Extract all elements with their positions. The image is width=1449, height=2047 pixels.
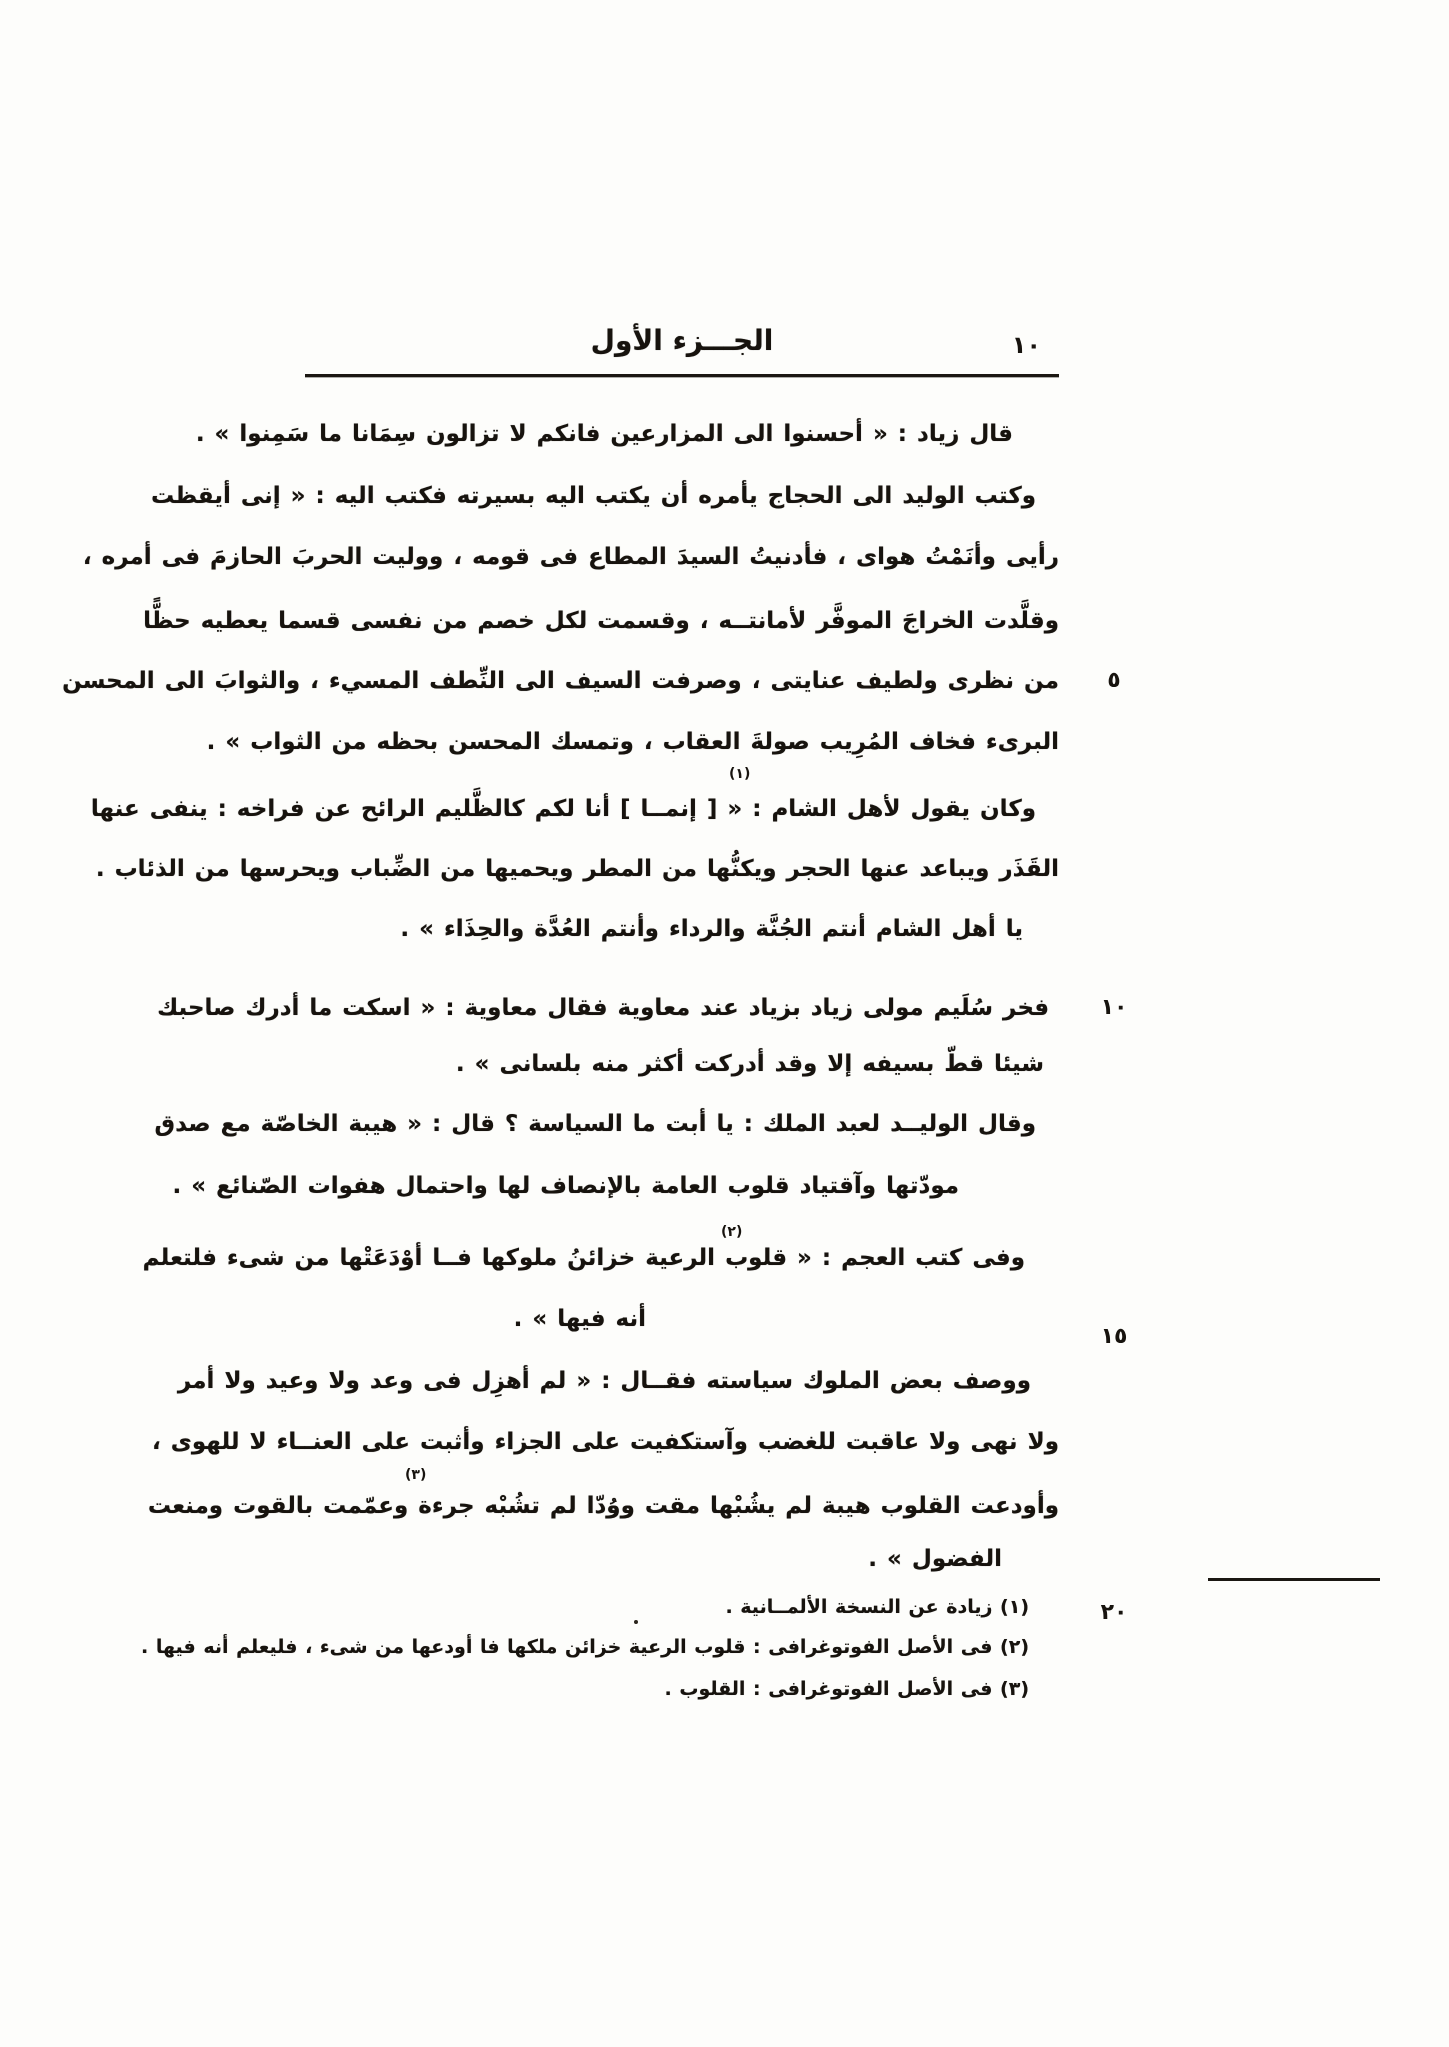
body-line: وفى كتب العجم : « قلوب الرعية خزائنُ ملوكها فــا أوْدَعَتْها من شىء فلتعلم: [142, 1245, 1025, 1271]
body-line: أنه فيها » .: [513, 1306, 646, 1332]
body-line: مودّتها وآقتياد قلوب العامة بالإنصاف لها واحتمال هفوات الصّنائع » .: [172, 1173, 959, 1199]
body-line: الفضول » .: [868, 1546, 1002, 1572]
footnote-marker: (١): [729, 766, 751, 782]
header-rule: [305, 374, 1059, 377]
body-line: ولا نهى ولا عاقبت للغضب وآستكفيت على الجزاء وأثبت على العنــاء لا للهوى ،: [152, 1429, 1059, 1455]
body-line: يا أهل الشام أنتم الجُنَّة والرداء وأنتم العُدَّة والحِذَاء » .: [400, 916, 1023, 942]
ink-speck: [634, 1620, 638, 1624]
body-line: من نظرى ولطيف عنايتى ، وصرفت السيف الى النِّطف المسيء ، والثوابَ الى المحسن: [62, 668, 1059, 694]
body-line: البرىء فخاف المُرِيب صولةَ العقاب ، وتمسك المحسن بحظه من الثواب » .: [206, 729, 1059, 755]
margin-line-number: ١٥: [1100, 1324, 1128, 1349]
footnote: (٣) فى الأصل الفوتوغرافى : القلوب .: [664, 1678, 1029, 1700]
body-line: وكان يقول لأهل الشام : « [ إنمــا ] أنا لكم كالظَّليم الرائح عن فراخه : ينفى عنها: [90, 796, 1036, 822]
body-line: وقال الوليــد لعبد الملك : يا أبت ما السياسة ؟ قال : « هيبة الخاصّة مع صدق: [154, 1111, 1036, 1137]
body-line: قال زياد : « أحسنوا الى المزارعين فانكم لا تزالون سِمَانا ما سَمِنوا » .: [195, 421, 1013, 447]
body-line: فخر سُلَيم مولى زياد بزياد عند معاوية فقال معاوية : « اسكت ما أدرك صاحبك: [157, 995, 1049, 1021]
body-line: وكتب الوليد الى الحجاج يأمره أن يكتب اليه بسيرته فكتب اليه : « إنى أيقظت: [151, 483, 1036, 509]
body-line: وقلَّدت الخراجَ الموفَّر لأمانتــه ، وقسمت لكل خصم من نفسى قسما يعطيه حظًّا: [143, 608, 1059, 634]
page-number: ١٠: [1011, 331, 1041, 359]
text-block: [62, 0, 1059, 2047]
body-line: القَذَر ويباعد عنها الحجر ويكنُّها من المطر ويحميها من الضِّباب ويحرسها من الذئاب .: [95, 856, 1059, 882]
body-line: شيئا قطّ بسيفه إلا وقد أدركت أكثر منه بلسانى » .: [455, 1051, 1044, 1077]
body-line: ووصف بعض الملوك سياسته فقــال : « لم أهزِل فى وعد ولا وعيد ولا أمر: [177, 1368, 1031, 1394]
body-line: رأيى وأنَمْتُ هواى ، فأدنيتُ السيدَ المطاع فى قومه ، ووليت الحربَ الحازمَ فى أمره ،: [82, 544, 1059, 570]
footnote: (١) زيادة عن النسخة الألمــانية .: [725, 1596, 1029, 1618]
footnote-marker: (٣): [405, 1467, 427, 1483]
footnote: (٢) فى الأصل الفوتوغرافى : قلوب الرعية خزائن ملكها فا أودعها من شىء ، فليعلم أنه فيها .: [141, 1636, 1029, 1658]
page-header-title: الجـــزء الأول: [590, 324, 774, 357]
margin-line-number: ٢٠: [1100, 1600, 1128, 1625]
footnote-marker: (٢): [721, 1224, 743, 1240]
margin-line-number: ٥: [1107, 668, 1121, 693]
body-line: وأودعت القلوب هيبة لم يشُبْها مقت ووُدّا لم تشُبْه جرءة وعمّمت بالقوت ومنعت: [147, 1493, 1059, 1519]
margin-line-number: ١٠: [1100, 995, 1128, 1020]
footnote-separator-rule: [1208, 1578, 1380, 1581]
